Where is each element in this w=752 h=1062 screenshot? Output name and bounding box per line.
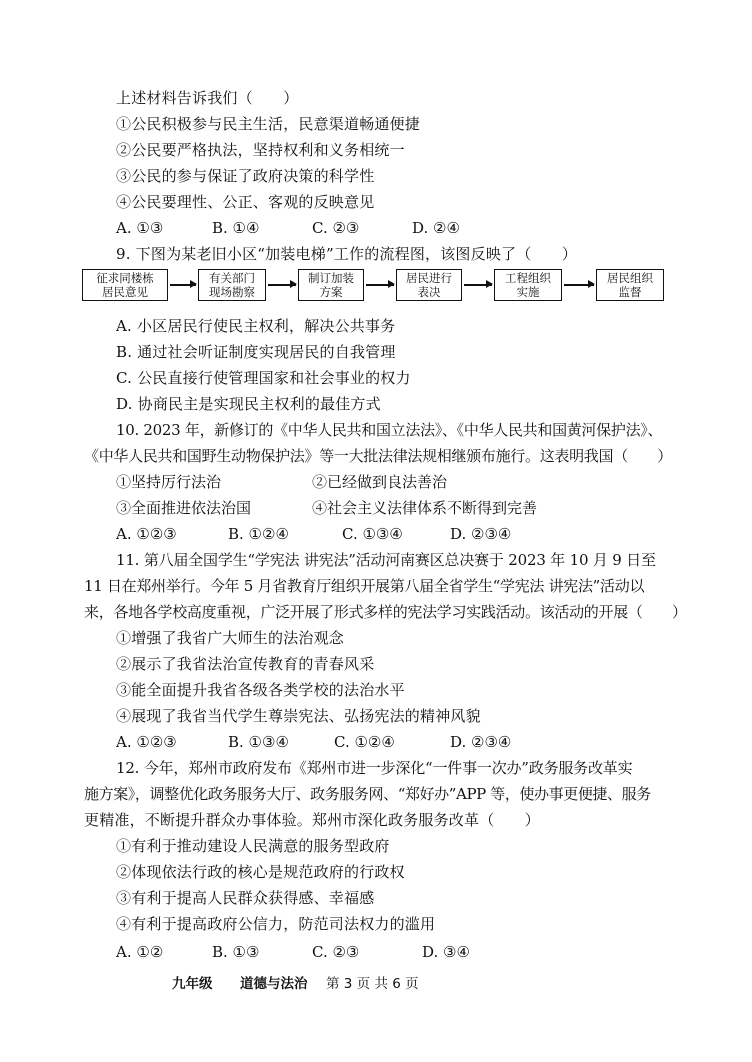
q10-option-3: ③全面推进依法治国 — [116, 499, 252, 517]
q9-choice-c: C. 公民直接行使管理国家和社会事业的权力 — [116, 369, 411, 387]
q11-stem-line-3: 来，各地各学校高度重视，广泛开展了形式多样的宪法学习实践活动。该活动的开展（ ） — [84, 603, 687, 621]
q9-choice-d: D. 协商民主是实现民主权利的最佳方式 — [116, 395, 381, 413]
q10-stem-line-2: 《中华人民共和国野生动物保护法》等一大批法律法规相继颁布施行。这表明我国（ ） — [84, 447, 673, 465]
flow-arrow-icon — [366, 284, 394, 286]
q10-choice-d: D. ②③④ — [450, 525, 512, 543]
q12-choice-a: A. ①② — [116, 943, 164, 961]
q12-stem-line-1: 12. 今年，郑州市政府发布《郑州市进一步深化“一件事一次办”政务服务改革实 — [116, 759, 633, 777]
q8-option-3: ③公民的参与保证了政府决策的科学性 — [116, 167, 375, 185]
q12-choice-b: B. ①③ — [212, 943, 260, 961]
q10-choice-a: A. ①②③ — [116, 525, 177, 543]
flow-step-5: 工程组织 实施 — [494, 269, 562, 301]
q12-option-4: ④有利于提高政府公信力，防范司法权力的滥用 — [116, 915, 436, 933]
q8-option-2: ②公民要严格执法，坚持权利和义务相统一 — [116, 141, 405, 159]
q10-stem-line-1: 10. 2023 年，新修订的《中华人民共和国立法法》、《中华人民共和国黄河保护法》、 — [116, 421, 663, 439]
q12-option-3: ③有利于提高人民群众获得感、幸福感 — [116, 889, 375, 907]
q8-option-4: ④公民要理性、公正、客观的反映意见 — [116, 193, 375, 211]
q12-stem-line-2: 施方案》，调整优化政务服务大厅、政务服务网、“郑好办”APP 等，使办事更便捷、服务 — [84, 785, 651, 803]
q8-stem: 上述材料告诉我们（ ） — [116, 89, 299, 107]
q10-option-4: ④社会主义法律体系不断得到完善 — [312, 499, 538, 517]
flow-step-2: 有关部门 现场勘察 — [198, 269, 266, 301]
q8-choice-a: A. ①③ — [116, 219, 164, 237]
q12-option-2: ②体现依法行政的核心是规范政府的行政权 — [116, 863, 405, 881]
q11-choice-d: D. ②③④ — [450, 733, 512, 751]
q12-option-1: ①有利于推动建设人民满意的服务型政府 — [116, 837, 390, 855]
flow-arrow-icon — [564, 284, 594, 286]
q11-stem-line-1: 11. 第八届全国学生“学宪法 讲宪法”活动河南赛区总决赛于 2023 年 10 月 9 日至 — [116, 551, 656, 569]
q10-option-2: ②已经做到良法善治 — [312, 473, 448, 491]
q10-option-1: ①坚持厉行法治 — [116, 473, 222, 491]
footer-page-number: 第 3 页 共 6 页 — [326, 976, 419, 992]
q8-choice-c: C. ②③ — [312, 219, 360, 237]
q11-choice-a: A. ①②③ — [116, 733, 177, 751]
flow-step-6: 居民组织 监督 — [596, 269, 664, 301]
q11-choice-c: C. ①②④ — [334, 733, 395, 751]
q11-option-2: ②展示了我省法治宣传教育的青春风采 — [116, 655, 375, 673]
q10-choice-c: C. ①③④ — [342, 525, 403, 543]
footer-subject: 道德与法治 — [240, 976, 308, 992]
q8-option-1: ①公民积极参与民主生活，民意渠道畅通便捷 — [116, 115, 421, 133]
q12-stem-line-3: 更精准，不断提升群众办事体验。郑州市深化政务服务改革（ ） — [84, 811, 541, 829]
q12-choice-c: C. ②③ — [312, 943, 360, 961]
flow-step-3: 制订加装 方案 — [298, 269, 364, 301]
flow-step-1: 征求同楼栋 居民意见 — [82, 269, 168, 301]
q11-stem-line-2: 11 日在郑州举行。今年 5 月省教育厅组织开展第八届全省学生“学宪法 讲宪法”活动以 — [84, 577, 645, 595]
q10-choice-b: B. ①②④ — [228, 525, 289, 543]
q9-flowchart — [82, 269, 682, 305]
q11-option-1: ①增强了我省广大师生的法治观念 — [116, 629, 345, 647]
flow-arrow-icon — [464, 284, 492, 286]
q8-choice-b: B. ①④ — [212, 219, 260, 237]
flow-step-4: 居民进行 表决 — [396, 269, 462, 301]
q11-choice-b: B. ①③④ — [228, 733, 289, 751]
q11-option-4: ④展现了我省当代学生尊崇宪法、弘扬宪法的精神风貌 — [116, 707, 481, 725]
q9-stem: 9. 下图为某老旧小区“加装电梯”工作的流程图，该图反映了（ ） — [116, 245, 578, 263]
footer-grade: 九年级 — [172, 976, 213, 992]
q9-choice-b: B. 通过社会听证制度实现居民的自我管理 — [116, 343, 396, 361]
flow-arrow-icon — [268, 284, 296, 286]
q8-choice-d: D. ②④ — [412, 219, 460, 237]
q11-option-3: ③能全面提升我省各级各类学校的法治水平 — [116, 681, 405, 699]
q9-choice-a: A. 小区居民行使民主权利，解决公共事务 — [116, 317, 396, 335]
flow-arrow-icon — [170, 284, 196, 286]
q12-choice-d: D. ③④ — [422, 943, 470, 961]
